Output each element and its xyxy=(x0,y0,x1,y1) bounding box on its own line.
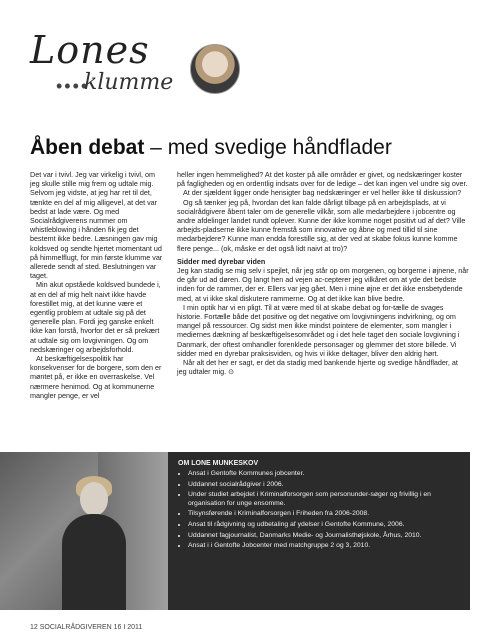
section-subheading: Sidder med dyrebar viden xyxy=(177,256,266,266)
article-title-rest: – med svedige håndflader xyxy=(144,136,392,159)
author-info-box xyxy=(168,452,470,610)
column-title: Lones xyxy=(30,28,150,72)
article-column-right xyxy=(177,170,469,376)
paragraph: Min akut opståede koldsved bundede i, at en del af mig helt naivt ikke havde forestillet mig, at det kunne være et egentlig problem at udtale sig på det generelle plan. Fordi jeg ganske enkelt ikke kan forstå, hvorfor det er så prekært at udtale sig om lovgivningen. Og om nedskæringer og arbejdsforhold. xyxy=(30,280,161,354)
info-item: • Under studiet arbejdet i Kriminalforsorgen som personunder-søger og frivillig i en organisation for unge ensomme. xyxy=(188,491,460,508)
photo-body xyxy=(62,514,126,610)
paragraph: I min optik har vi en pligt. Til at være med til at skabe debat og for-tælle de svages historie. Fortælle både det positive og det negative om lovgivningens indvirkning, og om mangel på ressourcer. Og sidst men ikke mindst pointere de elementer, som mangler i mediernes dækning af beskæftigelsesområdet og i det hele taget den sociale lovgivning i Danmark, der oftest omhandler forenklede personsager og glemmer det store billede. Vi sidder med en dyrebar praksisviden, og hvis vi ikke deltager, bliver den aldrig hørt. xyxy=(177,302,460,358)
info-item: • Ansat i i Gentofte Jobcenter med matchgruppe 2 og 3, 2010. xyxy=(188,542,460,551)
column-header xyxy=(30,18,250,98)
paragraph: Når alt det her er sagt, er det da stadig med bankende hjerte og svedige håndflader, at jeg udtaler mig. ⊙ xyxy=(177,358,458,377)
header-dots: •••• xyxy=(56,76,90,96)
info-item: • Ansat i Gentofte Kommunes jobcenter. xyxy=(188,470,460,479)
paragraph: heller ingen hemmelighed? At det koster på alle områder er givet, og nedskæringer koster på fagligheden og en ordentlig indsats over for de ledige – det kan ingen vel undre sig over. xyxy=(177,170,468,189)
article-title-bold: Åben debat xyxy=(30,136,145,159)
info-list xyxy=(178,470,460,551)
column-subtitle: klumme xyxy=(84,70,174,95)
photo-face xyxy=(80,482,108,516)
article-title xyxy=(30,136,470,160)
info-item: • Ansat til rådgivning og udbetaling af ydelser i Gentofte Kommune, 2006. xyxy=(188,521,460,530)
page-footer: 12 SOCIALRÅDGIVEREN 16 I 2011 xyxy=(30,624,143,631)
info-heading: OM LONE MUNKESKOV xyxy=(178,460,259,467)
paragraph: At der sjældent ligger onde hensigter bag nedskæringer er vel heller ikke til diskussion? xyxy=(183,188,462,198)
info-item: • Tilsynsførende i Kriminalforsorgen i Friheden fra 2006-2008. xyxy=(188,510,460,519)
article-column-left xyxy=(30,170,163,400)
paragraph: Jeg kan stadig se mig selv i spejlet, når jeg står op om morgenen, og borgerne i øjnene, når de går ud ad døren. Og langt hen ad vejen ac-cepterer jeg vilkåret om at yde det bedste inden for de rammer, der er. Ellers var jeg gået. Men i mine øjne er det ikke ensbetydende med, at vi ikke skal diskutere rammerne. Og at det ikke kan blive bedre. xyxy=(177,266,469,303)
paragraph: Det var i tvivl. Jeg var virkelig i tvivl, om jeg skulle stille mig frem og udtale mig. Selvom jeg vidste, at jeg har ret til det, tænkte en del af mig alligevel, at det var bedst at lade være. Og med Socialrådgiverens nummer om whistleblowing i hånden fik jeg det bestemt ikke bedre. Læsningen gav mig koldsved og sendte hjertet momentant ud på himmelflugt, for min første klumme var allerede sendt af sted. Beslutningen var taget. xyxy=(30,170,163,281)
author-avatar xyxy=(190,44,240,94)
info-item: • Uddannet socialrådgiver i 2006. xyxy=(188,481,460,490)
paragraph: Og så tænker jeg på, hvordan det kan falde dårligt tilbage på en arbejdsplads, at vi socialrådgivere åbent taler om de generelle vilkår, som alle medarbejdere i jobcentre og andre afdelinger landet rundt oplever. Kunne der ikke komme noget positivt ud af det? Ville arbejds-pladserne ikke kunne fremstå som innovative og åbne og med tillid til sine medarbejdere? Kunne man endda forestille sig, at der ved at skabe fokus kunne komme flere penge... (ok, måske er det også lidt naivt at tro)? xyxy=(177,197,466,253)
author-photo xyxy=(0,452,168,610)
paragraph: At beskæftigelsespolitik har konsekvenser for de borgere, som den er møntet på, er ikke en overraskelse. Vel nærmere henimod. Og at kommunerne mangler penge, er vel xyxy=(30,354,162,400)
info-item: • Uddannet fagjournalist, Danmarks Medie- og Journalisthøjskole, Århus, 2010. xyxy=(188,532,460,541)
